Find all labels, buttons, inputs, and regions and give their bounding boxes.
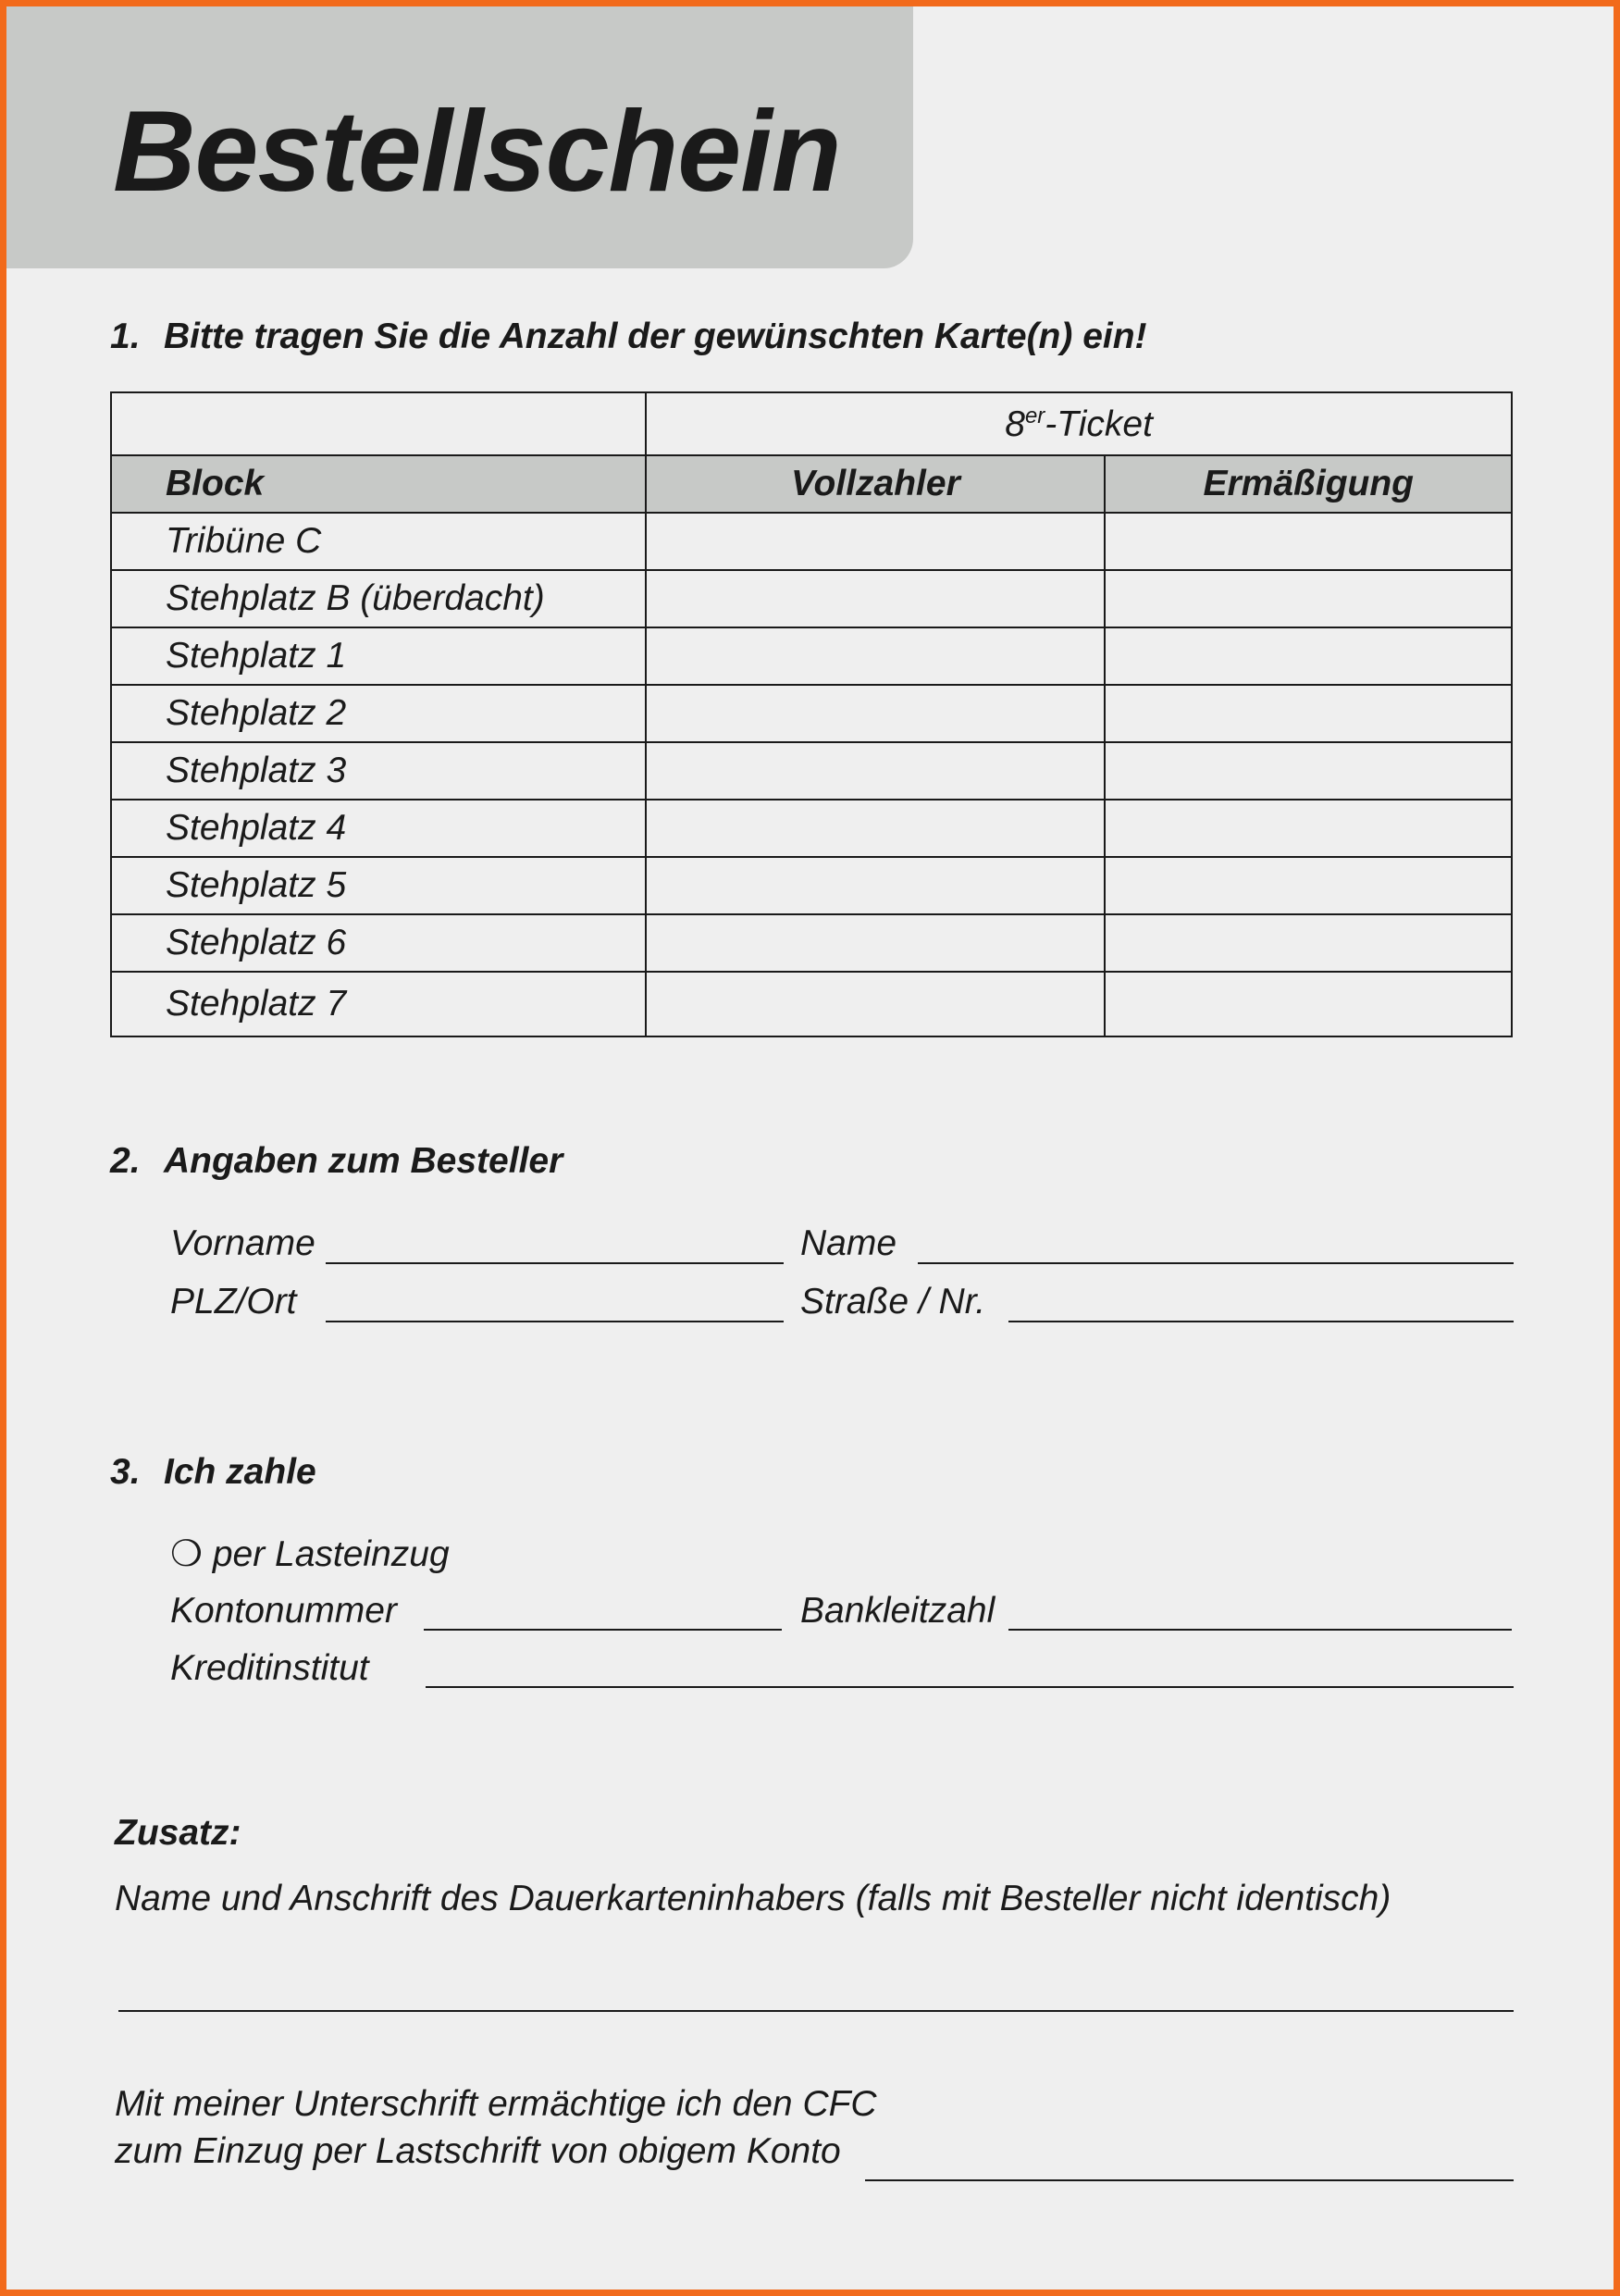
full-price-qty-cell[interactable]: [646, 570, 1105, 627]
section-1-heading: [110, 316, 1147, 357]
block-name-cell: Stehplatz 1: [111, 627, 646, 685]
full-price-qty-cell[interactable]: [646, 857, 1105, 914]
full-price-qty-cell[interactable]: [646, 685, 1105, 742]
ticket-type-sup: er: [1024, 403, 1045, 428]
section-2-title: Angaben zum Besteller: [164, 1141, 563, 1181]
table-row: [111, 570, 1512, 627]
bank-name-field[interactable]: [426, 1686, 1514, 1688]
ticket-table: [110, 391, 1513, 1037]
full-price-qty-cell[interactable]: [646, 742, 1105, 800]
street-label: Straße / Nr.: [800, 1282, 986, 1322]
additional-text: Name und Anschrift des Dauerkarteninhabers (falls mit Besteller nicht identisch): [115, 1879, 1391, 1918]
section-3-heading: [110, 1452, 316, 1493]
block-name-cell: Stehplatz B (überdacht): [111, 570, 646, 627]
authorization-text-line-2: zum Einzug per Lastschrift von obigem Konto: [115, 2131, 841, 2171]
ticket-table-header: [111, 455, 1512, 513]
section-2-number: 2.: [110, 1141, 141, 1181]
block-name-cell: Stehplatz 5: [111, 857, 646, 914]
additional-holder-field[interactable]: [118, 2010, 1514, 2012]
reduced-qty-cell[interactable]: [1105, 513, 1512, 570]
table-row: [111, 685, 1512, 742]
reduced-qty-cell[interactable]: [1105, 685, 1512, 742]
account-number-label: Kontonummer: [170, 1591, 397, 1631]
table-row: [111, 914, 1512, 972]
table-row: [111, 857, 1512, 914]
section-1-number: 1.: [110, 316, 141, 356]
zip-city-label: PLZ/Ort: [170, 1282, 297, 1322]
reduced-qty-cell[interactable]: [1105, 972, 1512, 1036]
last-name-field[interactable]: [918, 1262, 1514, 1264]
column-header-block: Block: [111, 455, 646, 513]
reduced-qty-cell[interactable]: [1105, 857, 1512, 914]
full-price-qty-cell[interactable]: [646, 513, 1105, 570]
radio-circle-icon[interactable]: ❍: [170, 1534, 203, 1574]
table-row: [111, 972, 1512, 1036]
block-name-cell: Stehplatz 6: [111, 914, 646, 972]
section-2-heading: [110, 1141, 563, 1182]
reduced-qty-cell[interactable]: [1105, 800, 1512, 857]
table-row: [111, 513, 1512, 570]
section-3-number: 3.: [110, 1452, 141, 1492]
full-price-qty-cell[interactable]: [646, 972, 1105, 1036]
page-title: Bestellschein: [113, 88, 841, 216]
account-number-field[interactable]: [424, 1629, 782, 1631]
section-1-title: Bitte tragen Sie die Anzahl der gewünschten Karte(n) ein!: [164, 316, 1147, 356]
ticket-type-prefix: 8: [1005, 403, 1025, 444]
table-row: [111, 800, 1512, 857]
additional-heading: Zusatz:: [115, 1813, 241, 1853]
zip-city-field[interactable]: [326, 1321, 784, 1322]
direct-debit-option[interactable]: [170, 1533, 450, 1575]
bank-name-label: Kreditinstitut: [170, 1648, 369, 1688]
block-name-cell: Stehplatz 7: [111, 972, 646, 1036]
ticket-type-suffix: -Ticket: [1045, 403, 1153, 444]
last-name-label: Name: [800, 1223, 897, 1263]
authorization-text-line-1: Mit meiner Unterschrift ermächtige ich den CFC: [115, 2084, 877, 2124]
column-header-full-price: Vollzahler: [646, 455, 1105, 513]
block-name-cell: Tribüne C: [111, 513, 646, 570]
street-field[interactable]: [1008, 1321, 1514, 1322]
first-name-label: Vorname: [170, 1223, 315, 1263]
first-name-field[interactable]: [326, 1262, 784, 1264]
bank-code-field[interactable]: [1008, 1629, 1512, 1631]
table-row: [111, 627, 1512, 685]
table-row: [111, 742, 1512, 800]
block-name-cell: Stehplatz 3: [111, 742, 646, 800]
full-price-qty-cell[interactable]: [646, 800, 1105, 857]
full-price-qty-cell[interactable]: [646, 914, 1105, 972]
block-name-cell: Stehplatz 4: [111, 800, 646, 857]
reduced-qty-cell[interactable]: [1105, 570, 1512, 627]
reduced-qty-cell[interactable]: [1105, 742, 1512, 800]
bank-code-label: Bankleitzahl: [800, 1591, 995, 1631]
reduced-qty-cell[interactable]: [1105, 627, 1512, 685]
empty-corner-cell: [111, 392, 646, 455]
section-3-title: Ich zahle: [164, 1452, 316, 1492]
column-header-reduced: Ermäßigung: [1105, 455, 1512, 513]
ticket-type-header: [646, 392, 1512, 455]
signature-field[interactable]: [865, 2179, 1514, 2181]
reduced-qty-cell[interactable]: [1105, 914, 1512, 972]
ticket-table-super-header: [111, 392, 1512, 455]
direct-debit-label: per Lasteinzug: [212, 1534, 450, 1574]
full-price-qty-cell[interactable]: [646, 627, 1105, 685]
block-name-cell: Stehplatz 2: [111, 685, 646, 742]
